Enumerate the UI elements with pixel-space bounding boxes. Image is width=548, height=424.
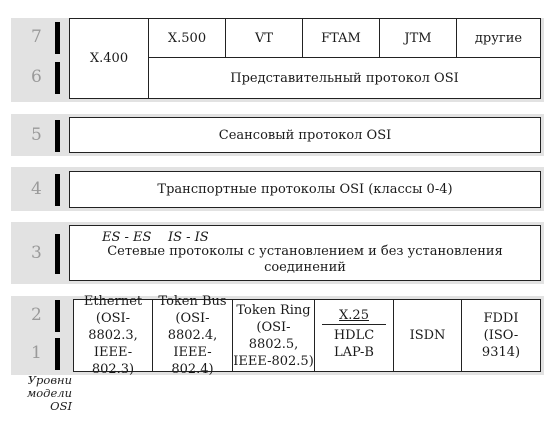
- x25-divider: [322, 324, 386, 325]
- caption-line-1: Уровни: [27, 373, 72, 387]
- layer-5-bar: [55, 120, 60, 152]
- es-is-label: ES - ES IS - IS: [102, 230, 209, 245]
- layer-3-number: [11, 230, 69, 276]
- layer-7-label: 7: [31, 27, 42, 47]
- transport-cell: [69, 171, 541, 208]
- caption-line-3: OSI: [50, 399, 72, 413]
- fddi-iso: (ISO-: [483, 328, 519, 343]
- fddi-cell: [461, 299, 541, 372]
- jtm-label: JTM: [404, 30, 432, 46]
- layer-6-label: 6: [31, 67, 42, 87]
- x500-cell: [148, 18, 226, 58]
- fddi-number: 9314): [481, 345, 521, 360]
- session-label: Сеансовый протокол OSI: [218, 127, 392, 143]
- other-cell: [456, 18, 541, 58]
- isdn-cell: [393, 299, 462, 372]
- token-ring-name: Token Ring: [236, 302, 311, 318]
- layer-3-label: 3: [31, 243, 42, 263]
- session-cell: [69, 117, 541, 153]
- network-label: Сетевые протоколы с установлением и без установления соединений: [107, 244, 503, 275]
- layer-1-label: 1: [31, 343, 42, 363]
- layer-1-number: [11, 334, 69, 372]
- layer-6-bar: [55, 62, 60, 94]
- isdn-label: ISDN: [409, 328, 446, 343]
- ethernet-name: Ethernet: [83, 294, 143, 309]
- hdlc-label: HDLC: [333, 328, 375, 343]
- layer-1-bar: [55, 338, 60, 370]
- vt-cell: [225, 18, 303, 58]
- layer-6-number: [11, 58, 69, 96]
- token-bus-ieee: IEEE-802.4): [171, 345, 214, 377]
- x25-cell: [314, 299, 394, 372]
- x400-cell: [69, 18, 149, 99]
- layer-7-number: [11, 18, 69, 56]
- token-bus-name: Token Bus: [158, 294, 227, 309]
- layer-2-number: [11, 296, 69, 334]
- token-bus-cell: [152, 294, 233, 377]
- layer-2-bar: [55, 300, 60, 332]
- layer-7-bar: [55, 22, 60, 54]
- caption-line-2: модели: [26, 386, 72, 400]
- layer-4-label: 4: [31, 179, 42, 199]
- transport-label: Транспортные протоколы OSI (классы 0-4): [157, 182, 453, 197]
- ftam-label: FTAM: [321, 30, 361, 46]
- ethernet-osi: (OSI-8802.3,: [88, 311, 138, 343]
- other-label: другие: [474, 30, 523, 46]
- x400-label: X.400: [89, 51, 129, 66]
- ethernet-cell: [73, 294, 153, 377]
- layer-4-number: [11, 170, 69, 208]
- token-ring-ieee: IEEE-802.5): [233, 353, 314, 369]
- lapb-label: LAP-B: [333, 345, 374, 360]
- network-cell: [69, 225, 541, 281]
- token-ring-osi: (OSI-8802.5,: [248, 319, 299, 352]
- x500-label: X.500: [167, 30, 207, 46]
- vt-label: VT: [254, 30, 274, 46]
- presentation-label: Представительный протокол OSI: [230, 70, 459, 86]
- token-ring-cell: [232, 299, 315, 372]
- fddi-name: FDDI: [483, 311, 519, 326]
- osi-levels-caption: [2, 374, 72, 413]
- layer-5-number: [11, 116, 69, 154]
- presentation-cell: [148, 57, 541, 99]
- token-bus-osi: (OSI-8802.4,: [167, 311, 218, 343]
- ftam-cell: [302, 18, 380, 58]
- layer-3-bar: [55, 234, 60, 274]
- jtm-cell: [379, 18, 457, 58]
- layer-2-label: 2: [31, 305, 42, 325]
- x25-label: X.25: [339, 308, 369, 323]
- layer-5-label: 5: [31, 125, 42, 145]
- ethernet-ieee: IEEE-802.3): [91, 345, 135, 377]
- layer-4-bar: [55, 174, 60, 206]
